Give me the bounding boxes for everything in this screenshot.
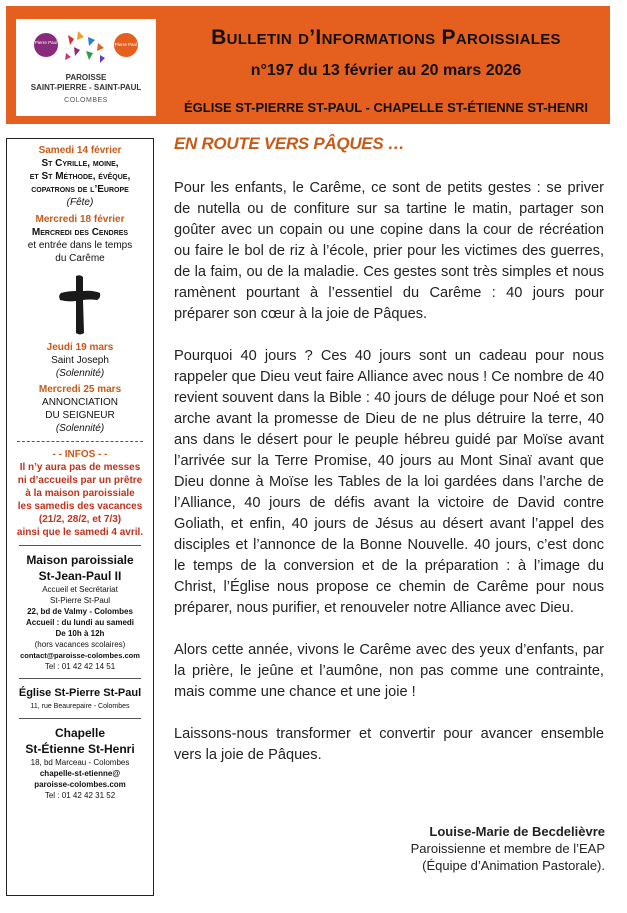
event-line: ANNONCIATION: [42, 397, 118, 408]
chapelle-title: Chapelle: [54, 726, 105, 740]
maison-title: Maison paroissiale: [26, 553, 134, 567]
signature-role: Paroissienne et membre de l’EAP: [410, 841, 605, 856]
maison-line: St-Pierre St-Paul: [49, 596, 111, 605]
eglise-address: 11, rue Beaurepaire - Colombes: [30, 703, 130, 710]
chapelle-email-link[interactable]: paroisse-colombes.com: [34, 780, 126, 789]
bulletin-churches: ÉGLISE ST-PIERRE ST-PAUL - CHAPELLE ST-ÉTIENNE ST-HENRI: [183, 100, 588, 115]
signature-role: (Équipe d’Animation Pastorale).: [422, 858, 605, 873]
bulletin-title: Bulletin d’Informations Paroissiales: [211, 26, 561, 49]
chapelle-title: St-Étienne St-Henri: [25, 742, 135, 756]
event-line: du Carême: [55, 253, 105, 264]
logo-text-city: COLOMBES: [64, 97, 108, 104]
logo-circle2-text: Pierre Paul: [114, 42, 138, 47]
infos-line: Il n’y aura pas de messes: [19, 462, 141, 473]
maison-email-link[interactable]: contact@paroisse-colombes.com: [20, 651, 140, 660]
event-line: et entrée dans le temps: [27, 240, 133, 251]
event-line: St Cyrille, moine,: [41, 158, 119, 169]
event-note: (Fête): [66, 197, 94, 208]
parish-logo: [16, 19, 156, 116]
event-line: Mercredi des Cendres: [31, 227, 129, 238]
event-date: Samedi 14 février: [38, 145, 122, 156]
logo-text-names: SAINT-PIERRE - SAINT-PAUL: [30, 83, 142, 92]
event-date: Jeudi 19 mars: [46, 342, 114, 353]
infos-line: ainsi que le samedi 4 avril.: [16, 527, 144, 538]
maison-title: St-Jean-Paul II: [38, 569, 122, 583]
infos-line: les samedis des vacances: [17, 501, 143, 512]
chapelle-phone: Tel : 01 42 42 31 52: [44, 791, 116, 800]
event-line: DU SEIGNEUR: [45, 410, 115, 421]
event-note: (Solennité): [55, 368, 105, 379]
sidebar-calendar: [6, 138, 154, 896]
maison-hours: De 10h à 12h: [55, 629, 105, 638]
maison-address: 22, bd de Valmy - Colombes: [27, 607, 133, 616]
logo-emblem-icon: [30, 25, 142, 67]
article-paragraph: Alors cette année, vivons le Carême avec des yeux d’enfants, par la prière, le jeûne et l’aumône, non pas comme une contrainte, mais comme une chance et une joie !: [174, 642, 604, 700]
infos-line: ni d’accueils par un prêtre: [17, 475, 143, 486]
article-body: [174, 178, 604, 787]
article-paragraph: Pour les enfants, le Carême, ce sont de petits gestes : se priver de nutella ou de confiture sur sa tartine le matin, partager son goûter avec un copain ou une copine dans la cour de récréation ou faire le bol de riz à l’école, prier pour les victimes des guerres, de la faim, ou de la maladie. Ces gestes sont très simples et nous ramènent pourtant à l’essentiel du Carême : 40 jours pour préparer son cœur à la joie de Pâques.: [174, 180, 604, 322]
infos-title: - - INFOS - -: [52, 449, 108, 460]
article-paragraph: Pourquoi 40 jours ? Ces 40 jours sont un cadeau pour nous rappeler que Dieu veut faire Alliance avec nous ! Ce nombre de 40 revient souvent dans la Bible : 40 jours de déluge pour Noé et son arche avant la promesse de Dieu de ne plus détruire la terre, 40 ans dans le désert pour le peuple hébreu guidé par Moïse avant l’arrivée sur la Terre Promise, 40 jours au Mont Sinaï avant que Dieu donne à Moïse les Tables de la loi gardées dans l’arche de l’Alliance, 40 jours de défis avant la victoire de David contre Goliath, et enfin, 40 jours de Jésus au désert avant l’appel des disciples et l’annonce de la Bonne Nouvelle. 40 jours, c’est donc le temps de la conversion et de la préparation : à l’image du Christ, l’Église nous propose ce chemin de Carême pour nous préparer, nous purifier, et renouveler notre Alliance avec Dieu.: [174, 348, 604, 616]
signature-name: Louise-Marie de Becdelièvre: [429, 824, 605, 839]
maison-line: Accueil et Secrétariat: [42, 585, 118, 594]
divider: [17, 441, 143, 442]
logo-text-paroisse: PAROISSE: [65, 73, 107, 82]
logo-circle1-text: Pierre Paul: [34, 40, 58, 45]
event-date: Mercredi 18 février: [35, 214, 125, 225]
signature: [411, 823, 605, 874]
divider: [19, 718, 141, 719]
article-title: EN ROUTE VERS PÂQUES …: [174, 134, 405, 153]
bulletin-issue: n°197 du 13 février au 20 mars 2026: [250, 62, 522, 79]
infos-line: à la maison paroissiale: [25, 488, 135, 499]
header-banner: [6, 6, 610, 124]
article-paragraph: Laissons-nous transformer et convertir pour avancer ensemble vers la joie de Pâques.: [174, 726, 604, 763]
infos-line: (21/2, 28/2, et 7/3): [38, 514, 122, 525]
event-note: (Solennité): [55, 423, 105, 434]
divider: [19, 545, 141, 546]
event-line: et St Méthode, évêque,: [29, 171, 131, 182]
maison-hours: Accueil : du lundi au samedi: [25, 618, 135, 627]
cross-icon: [57, 273, 103, 337]
event-line: copatrons de l’Europe: [31, 184, 129, 195]
eglise-title: Église St-Pierre St-Paul: [18, 687, 142, 699]
maison-line: (hors vacances scolaires): [34, 640, 126, 649]
chapelle-email-link[interactable]: chapelle-st-etienne@: [39, 769, 121, 778]
divider: [19, 678, 141, 679]
chapelle-address: 18, bd Marceau - Colombes: [30, 758, 130, 767]
maison-phone: Tel : 01 42 42 14 51: [44, 662, 116, 671]
event-date: Mercredi 25 mars: [38, 384, 122, 395]
event-line: Saint Joseph: [51, 355, 109, 366]
